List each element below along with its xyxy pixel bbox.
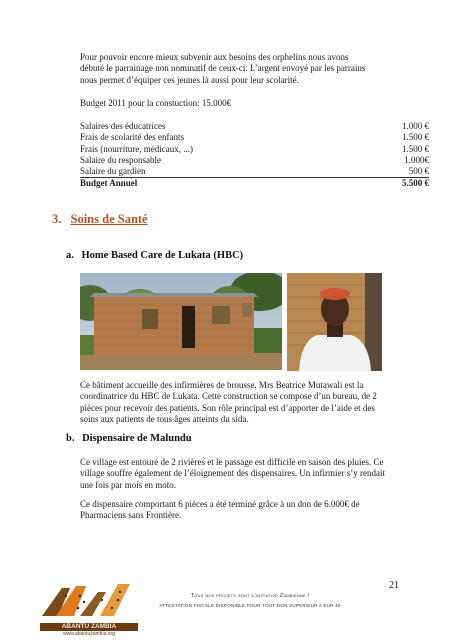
budget-construction-line: Budget 2011 pour la constuction: 15.000€: [80, 98, 232, 108]
footer-line-2: ATTESTATION FISCALE DISPONIBLE POUR TOUT DON SUPERIEUR A EUR 40: [159, 603, 341, 608]
subsection-letter: b.: [66, 433, 75, 444]
section-number: 3.: [52, 212, 62, 226]
budget-table: [80, 121, 429, 190]
paragraph-line: pièces pour recevoir des patients. Son rôle principal est d’apporter de l’aide et des: [80, 402, 375, 413]
budget-row: [80, 155, 429, 166]
budget-row-value: 1.000 €: [402, 121, 429, 131]
budget-row-value: 1.500 €: [402, 132, 429, 143]
subsection-b-heading: [66, 433, 192, 444]
beatrice-mutawali-photo: [287, 273, 382, 371]
budget-row: [80, 144, 429, 155]
subsection-a-paragraph: [80, 380, 430, 426]
paragraph-line: une fois par mois en moto.: [80, 479, 176, 490]
budget-row-label: Frais de scolarité des enfants: [80, 132, 184, 143]
paragraph-line: Ce dispensaire comportant 6 pièces a été terminé grâce à un don de 6.000€ de: [80, 499, 360, 509]
footer-line-1: Tous nos projets sont d’initiative Zambienne !: [190, 593, 310, 599]
budget-row-value: 500 €: [408, 166, 429, 177]
subsection-title: Home Based Care de Lukata (HBC): [81, 250, 244, 261]
paragraph-line: soins aux patients de tous âges atteints du sida.: [80, 414, 249, 425]
section-title: Soins de Santé: [70, 212, 148, 226]
paragraph-line: coordinatrice du HBC de Lukata. Cette construction se compose d’un bureau, de 2: [80, 391, 377, 402]
budget-row-label: Salaire du gardien: [80, 166, 146, 177]
paragraph-line: Ce bâtiment accueille des infirmières de brousse. Mrs Beatrice Mutawali est la: [80, 380, 364, 390]
intro-line: débuté le parrainage non nominatif de ceux-ci. L’argent envoyé par les parrains: [80, 63, 366, 74]
budget-row-value: 1.500 €: [402, 143, 429, 154]
budget-row: [80, 121, 429, 132]
logo-graphic-icon: [40, 582, 138, 618]
section-heading: [52, 212, 148, 227]
budget-row: [80, 166, 429, 177]
logo-url: www.abantuzambia.org: [63, 631, 115, 637]
logo-name: ABANTU ZAMBIA: [40, 623, 138, 631]
budget-row: [80, 132, 429, 143]
intro-line: Pour pouvoir encore mieux subvenir aux besoins des orphelins nous avons: [80, 52, 349, 62]
subsection-b-paragraph-2: [80, 499, 430, 522]
budget-total-row: [80, 177, 429, 189]
budget-total-label: Budget Annuel: [80, 178, 138, 189]
budget-row-value: 1.000€: [404, 154, 429, 165]
abantu-zambia-logo: [40, 582, 138, 637]
page-number: 21: [389, 580, 399, 591]
paragraph-line: Pharmaciens sans Frontière.: [80, 510, 182, 521]
budget-row-label: Salaires des éducatrices: [80, 121, 166, 131]
subsection-title: Dispensaire de Malundu: [82, 433, 192, 444]
hbc-building-photo: [80, 273, 282, 370]
paragraph-line: Ce village est entouré de 2 rivières et le passage est difficile en saison des pluies. Ce: [80, 457, 384, 467]
paragraph-line: village souffre également de l’éloignement des dispensaires. Un infirmier s’y rendait: [80, 468, 385, 479]
intro-line: nous permet d’équiper ces jeunes là aussi pour leur scolarité.: [80, 74, 299, 85]
budget-row-label: Salaire du responsable: [80, 154, 161, 165]
intro-paragraph: [80, 52, 430, 86]
budget-total-value: 5.500 €: [402, 178, 429, 189]
budget-row-label: Frais (nourriture, médicaux, ...): [80, 143, 193, 154]
subsection-letter: a.: [66, 250, 74, 261]
subsection-b-paragraph-1: [80, 457, 430, 491]
subsection-a-heading: [66, 250, 243, 261]
